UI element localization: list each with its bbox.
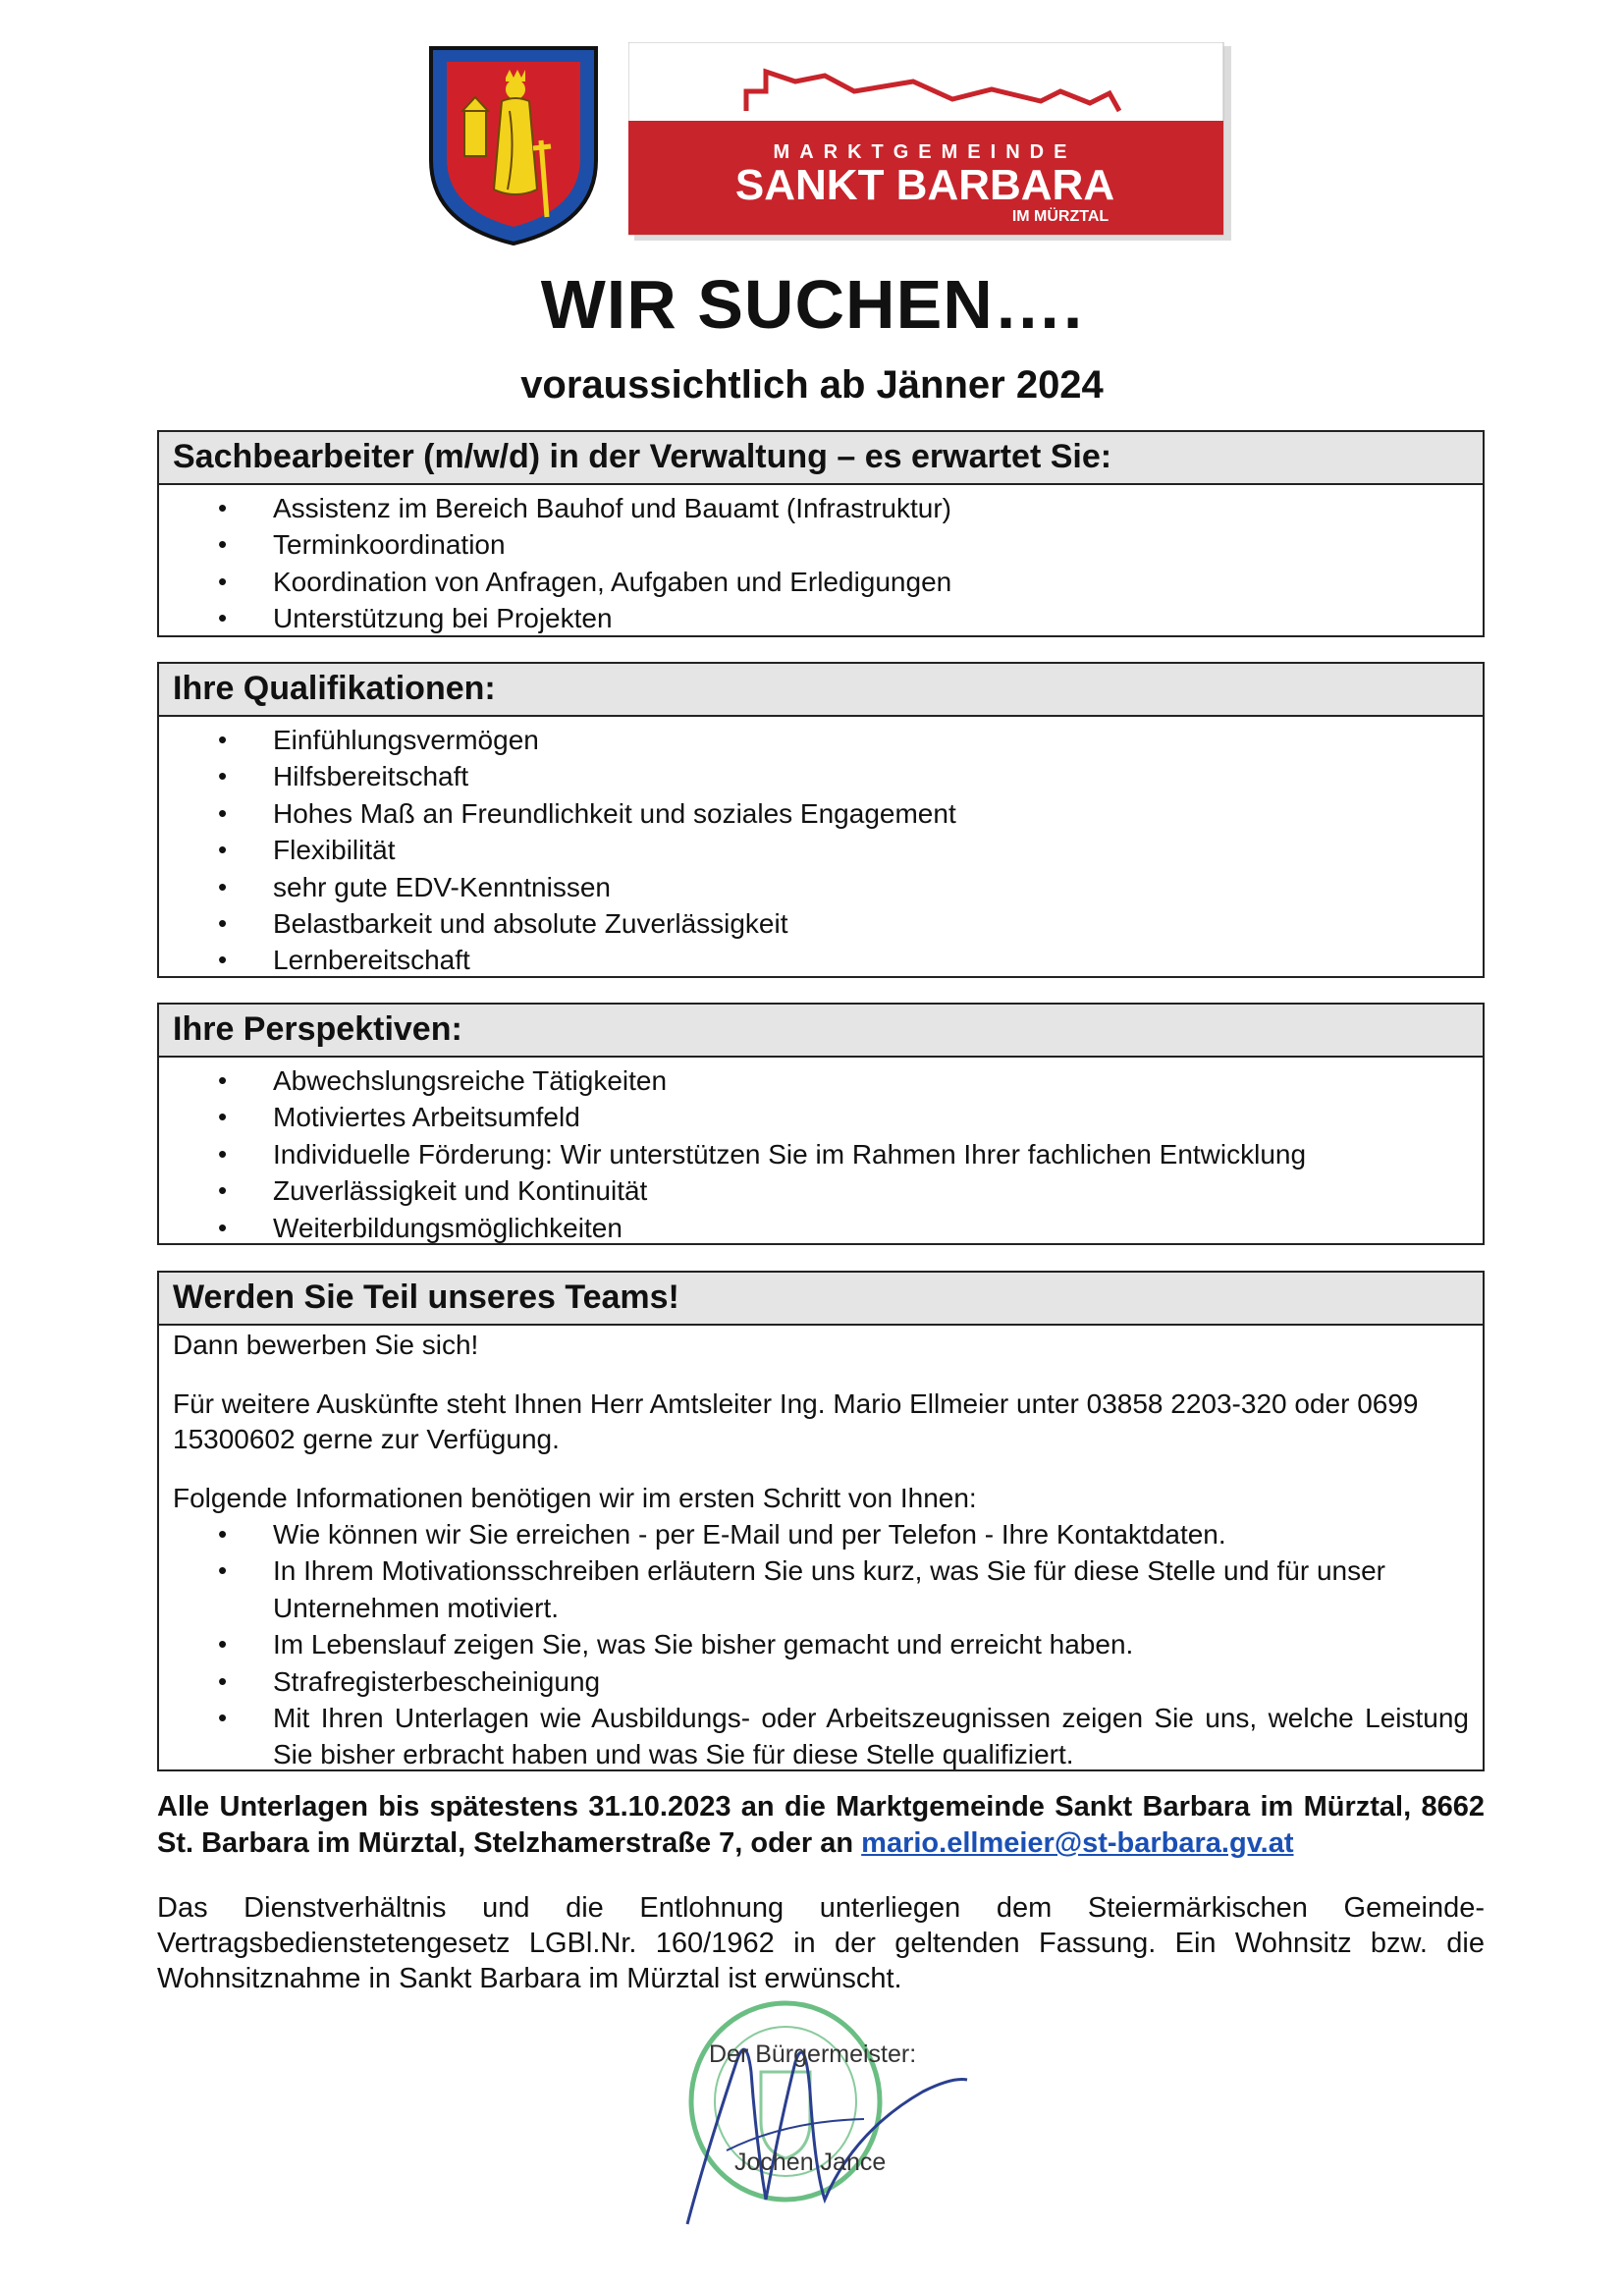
- list-item: • Terminkoordination: [159, 526, 1483, 563]
- list-item: • Assistenz im Bereich Bauhof und Bauamt (Infrastruktur): [159, 490, 1483, 526]
- list-item: • Individuelle Förderung: Wir unterstützen Sie im Rahmen Ihrer fachlichen Entwicklung: [159, 1136, 1483, 1172]
- list-item: • Wie können wir Sie erreichen - per E-Mail und per Telefon - Ihre Kontaktdaten.: [159, 1516, 1483, 1552]
- apply-section: [157, 1271, 1485, 1771]
- list-item: • Motiviertes Arbeitsumfeld: [159, 1099, 1483, 1135]
- svg-text:MARKTGEMEINDE: MARKTGEMEINDE: [773, 141, 1077, 163]
- qualification-list: [159, 717, 1483, 979]
- list-item: • sehr gute EDV-Kenntnissen: [159, 869, 1483, 905]
- list-item: • Hilfsbereitschaft: [159, 758, 1483, 794]
- list-item: • Koordination von Anfragen, Aufgaben und Erledigungen: [159, 564, 1483, 600]
- section-heading: Ihre Qualifikationen:: [159, 664, 1483, 717]
- apply-intro: Dann bewerben Sie sich!: [173, 1330, 479, 1360]
- list-item: • Einfühlungsvermögen: [159, 722, 1483, 758]
- handwritten-signature: [668, 2003, 982, 2239]
- list-item: • Belastbarkeit und absolute Zuverlässigkeit: [159, 905, 1483, 942]
- qualifications-section: [157, 662, 1485, 978]
- list-item: • Hohes Maß an Freundlichkeit und soziales Engagement: [159, 795, 1483, 832]
- list-item: • Weiterbildungsmöglichkeiten: [159, 1210, 1483, 1246]
- perspectives-section: [157, 1003, 1485, 1245]
- section-heading: Werden Sie Teil unseres Teams!: [159, 1273, 1483, 1326]
- page-subtitle: voraussichtlich ab Jänner 2024: [520, 363, 1104, 407]
- email-link[interactable]: mario.ellmeier@st-barbara.gv.at: [861, 1827, 1294, 1859]
- list-item: • Mit Ihren Unterlagen wie Ausbildungs- oder Arbeitszeugnissen zeigen Sie uns, welche Leistung Sie bisher erbracht haben und was Sie für diese Stelle qualifiziert.: [159, 1700, 1483, 1773]
- list-item: • Abwechslungsreiche Tätigkeiten: [159, 1062, 1483, 1099]
- deadline-text: Alle Unterlagen bis spätestens 31.10.2023 an die Marktgemeinde Sankt Barbara im Mürztal, 8662 St. Barbara im Mürztal, Stelzhamerstraße 7, oder an: [157, 1791, 1485, 1859]
- contact-info: Für weitere Auskünfte steht Ihnen Herr Amtsleiter Ing. Mario Ellmeier unter 03858 2203-320 oder 0699 15300602 gerne zur Verfügung.: [173, 1388, 1419, 1454]
- mayor-title: Der Bürgermeister:: [709, 2040, 917, 2068]
- svg-text:IM MÜRZTAL: IM MÜRZTAL: [1011, 208, 1110, 225]
- list-item: • Im Lebenslauf zeigen Sie, was Sie bisher gemacht und erreicht haben.: [159, 1626, 1483, 1662]
- section-heading: Sachbearbeiter (m/w/d) in der Verwaltung – es erwartet Sie:: [159, 432, 1483, 485]
- legal-notice: Das Dienstverhältnis und die Entlohnung unterliegen dem Steiermärkischen Gemeinde-Vertragsbedienstetengesetz LGBl.Nr. 160/1962 in der geltenden Fassung. Ein Wohnsitz bzw. die Wohnsitznahme in Sankt Barbara im Mürztal ist erwünscht.: [157, 1892, 1485, 1994]
- sankt-barbara-banner-logo: [628, 42, 1235, 248]
- list-item: • Flexibilität: [159, 832, 1483, 868]
- perspective-list: [159, 1058, 1483, 1246]
- list-item: • In Ihrem Motivationsschreiben erläutern Sie uns kurz, was Sie für diese Stelle und für unser Unternehmen motiviert.: [159, 1552, 1483, 1626]
- deadline-notice: [157, 1789, 1485, 1862]
- coat-of-arms-logo: [425, 42, 602, 248]
- info-lead: Folgende Informationen benötigen wir im ersten Schritt von Ihnen:: [173, 1483, 977, 1513]
- list-item: • Lernbereitschaft: [159, 942, 1483, 978]
- mayor-name: Jochen Jance: [734, 2149, 887, 2176]
- task-list: [159, 485, 1483, 637]
- job-tasks-section: [157, 430, 1485, 637]
- section-heading: Ihre Perspektiven:: [159, 1005, 1483, 1058]
- page-title: WIR SUCHEN….: [540, 266, 1084, 343]
- required-info-list: [159, 1516, 1483, 1773]
- list-item: • Strafregisterbescheinigung: [159, 1663, 1483, 1700]
- list-item: • Zuverlässigkeit und Kontinuität: [159, 1172, 1483, 1209]
- list-item: • Unterstützung bei Projekten: [159, 600, 1483, 636]
- svg-text:SANKT BARBARA: SANKT BARBARA: [734, 161, 1115, 209]
